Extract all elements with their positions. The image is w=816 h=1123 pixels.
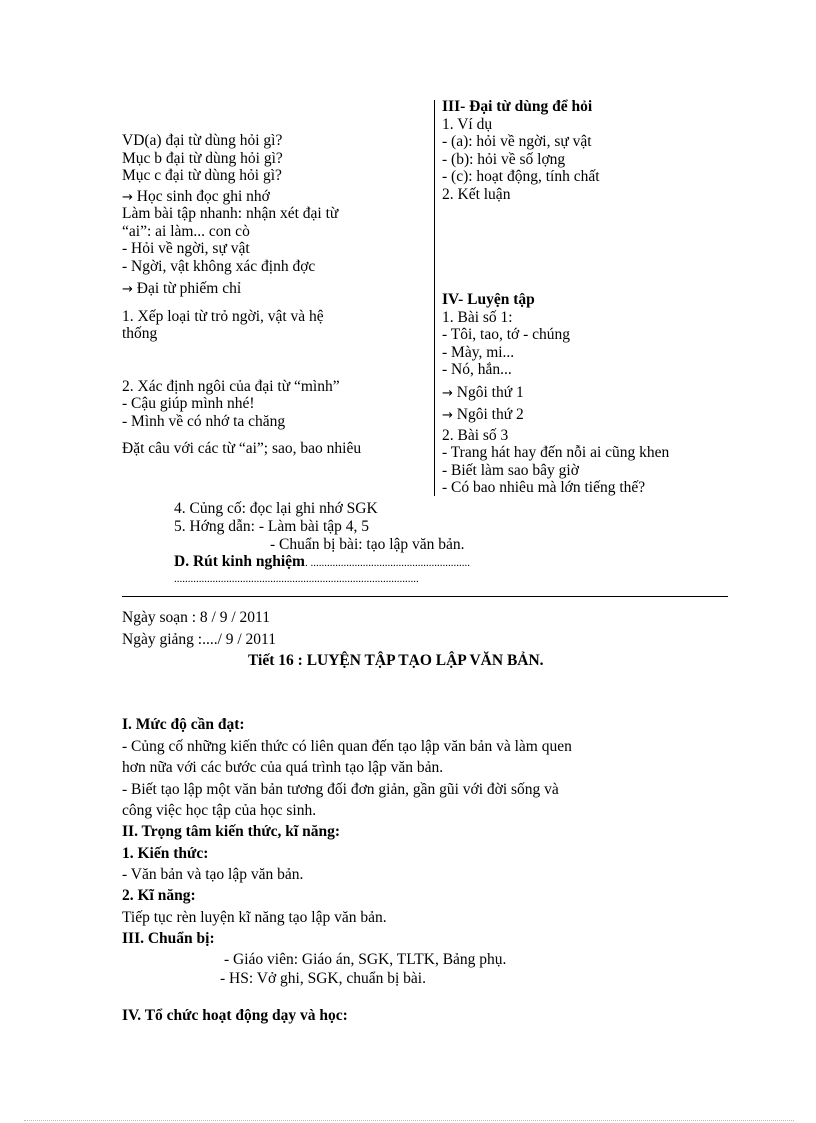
arrow-text: Ngôi thứ 1 (456, 383, 524, 401)
page-edge-dots (24, 1120, 794, 1121)
arrow-text: Đại từ phiếm chỉ (136, 280, 242, 297)
right-line: - Có bao nhiêu mà lớn tiếng thế? (442, 479, 646, 496)
exercise-2-line: - Mình về có nhớ ta chăng (122, 412, 286, 430)
wrap-line: 4. Củng cố: đọc lại ghi nhớ SGK (174, 500, 378, 517)
section-heading: IV. Tổ chức hoạt động dạy và học: (122, 1007, 348, 1024)
right-line: - Tôi, tao, tớ - chúng (442, 326, 571, 343)
left-line: VD(a) đại từ dùng hỏi gì? (122, 132, 283, 149)
right-line: 2. Kết luận (442, 185, 511, 203)
section-heading: III- Đại từ dùng để hỏi (442, 98, 593, 115)
dotted-fill: ......................................................................................... (174, 573, 419, 585)
wrap-line: - Chuẩn bị bài: tạo lập văn bản. (270, 536, 465, 553)
exercise-1-line: 1. Xếp loại từ trỏ ngời, vật và hệ (122, 307, 324, 325)
horizontal-rule (122, 596, 728, 597)
body-text: - Biết tạo lập một văn bản tương đối đơn giản, gần gũi với đời sống và (122, 781, 559, 798)
right-line: 1. Bài số 1: (442, 308, 513, 326)
exercise-1-line: thống (122, 325, 158, 342)
arrow-line (122, 188, 430, 206)
right-line: 1. Ví dụ (442, 115, 493, 133)
right-line: - Nó, hắn... (442, 361, 512, 378)
right-column (442, 98, 752, 497)
right-line: - (c): hoạt động, tính chất (442, 168, 600, 185)
body-text: hơn nữa với các bước của quá trình tạo lập văn bản. (122, 759, 444, 776)
right-arrow-icon: → (442, 408, 453, 423)
experience-heading: D. Rút kinh nghiệm (174, 553, 305, 570)
exercise-2-line: - Cậu giúp mình nhé! (122, 395, 255, 412)
arrow-line (442, 406, 752, 424)
left-column (122, 132, 430, 458)
arrow-text: Học sinh đọc ghi nhớ (136, 187, 270, 205)
section-heading: I. Mức độ cần đạt: (122, 716, 245, 733)
right-line: - Mày, mi... (442, 343, 515, 361)
ngay-giang: Ngày giảng :..../ 9 / 2011 (122, 631, 276, 648)
body-text: - Củng cố những kiến thức có liên quan đến tạo lập văn bản và làm quen (122, 738, 572, 755)
right-line: - Biết làm sao bây giờ (442, 461, 579, 479)
right-line: - (a): hỏi về ngời, sự vật (442, 133, 592, 150)
body-text: - Văn bản và tạo lập văn bản. (122, 866, 304, 883)
left-line: Mục b đại từ dùng hỏi gì? (122, 149, 283, 167)
body-text: công việc học tập của học sinh. (122, 802, 317, 819)
arrow-line (122, 280, 430, 298)
left-line: Làm bài tập nhanh: nhận xét đại từ (122, 205, 339, 222)
left-line: - Hỏi về ngời, sự vật (122, 240, 250, 257)
exercise-3-line: Đặt câu với các từ “ai”; sao, bao nhiêu (122, 440, 362, 457)
subsection-heading: 1. Kiến thức: (122, 845, 209, 862)
left-line: - Ngời, vật không xác định đợc (122, 257, 316, 275)
column-divider (434, 100, 435, 496)
left-line: “ai”: ai làm... con cò (122, 222, 250, 240)
section-heading: III. Chuẩn bị: (122, 930, 215, 947)
right-arrow-icon: → (442, 385, 453, 401)
arrow-line (442, 384, 752, 402)
section-heading: IV- Luyện tập (442, 291, 535, 308)
right-line: - (b): hỏi về số lợng (442, 150, 566, 168)
lesson-title: Tiết 16 : LUYỆN TẬP TẠO LẬP VĂN BẢN. (248, 652, 544, 669)
subsection-heading: 2. Kĩ năng: (122, 887, 196, 904)
right-arrow-icon: → (122, 282, 133, 297)
wrap-line: 5. Hớng dẫn: - Làm bài tập 4, 5 (174, 518, 370, 535)
arrow-text: Ngôi thứ 2 (456, 406, 524, 423)
section-heading: II. Trọng tâm kiến thức, kĩ năng: (122, 823, 341, 840)
left-line: Mục c đại từ dùng hỏi gì? (122, 167, 282, 184)
ngay-soan: Ngày soạn : 8 / 9 / 2011 (122, 609, 270, 626)
exercise-2-line: 2. Xác định ngôi của đại từ “mình” (122, 377, 340, 395)
experience-line (174, 553, 470, 572)
body-text: - HS: Vở ghi, SGK, chuẩn bị bài. (220, 970, 426, 987)
dotted-fill: . .......................................................... (304, 557, 470, 569)
body-text: - Giáo viên: Giáo án, SGK, TLTK, Bảng phụ. (224, 951, 507, 968)
right-line: 2. Bài số 3 (442, 426, 509, 444)
right-line: - Trang hát hay đến nỗi ai cũng khen (442, 444, 670, 461)
body-text: Tiếp tục rèn luyện kĩ năng tạo lập văn bản. (122, 909, 387, 926)
right-arrow-icon: → (122, 189, 133, 205)
